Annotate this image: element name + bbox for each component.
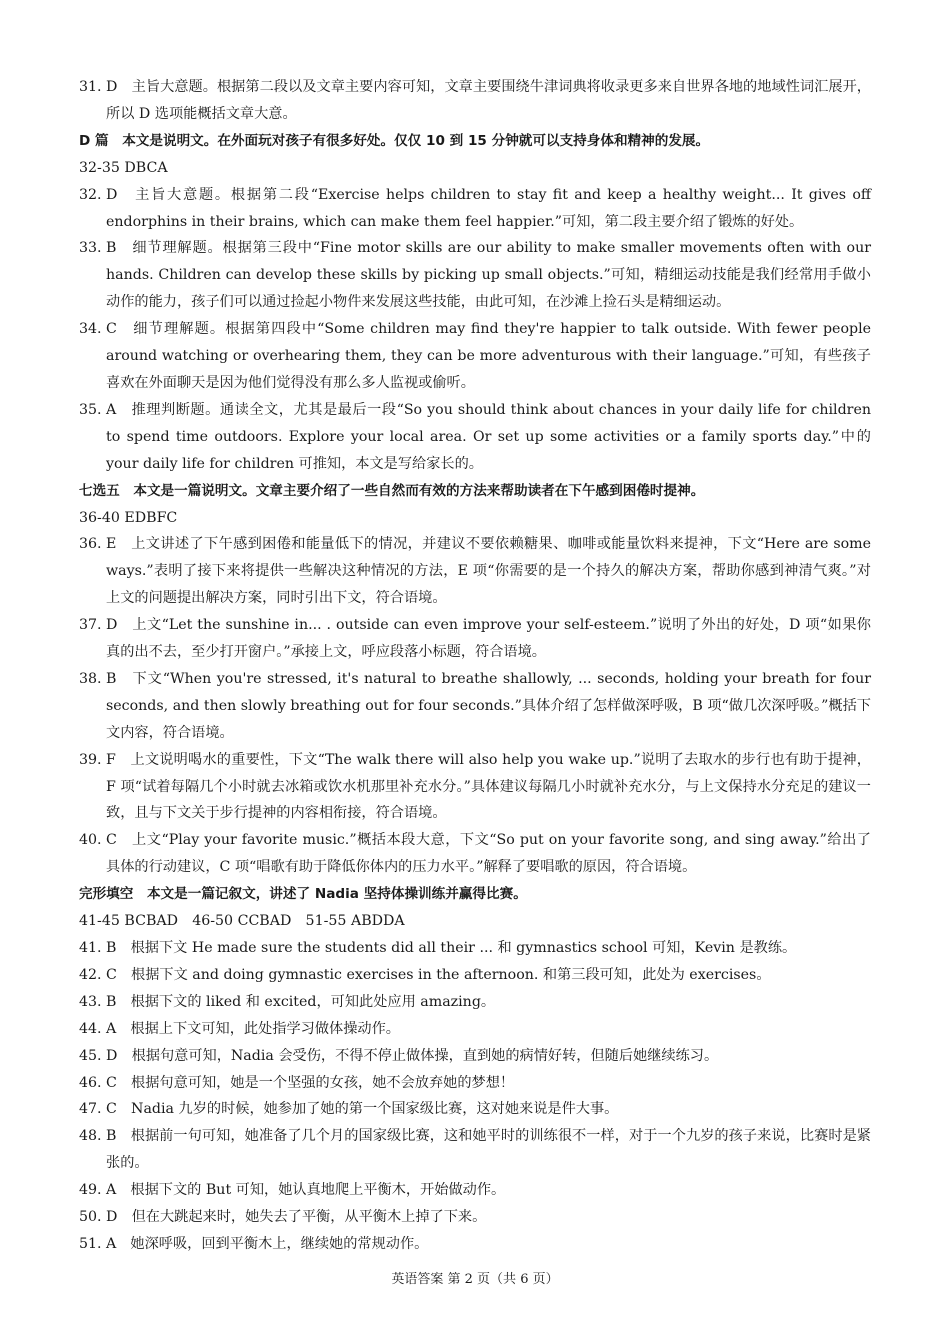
section-header: 完形填空 本文是一篇记叙文，讲述了 Nadia 坚持体操训练并赢得比赛。 <box>79 886 527 903</box>
question-number: 47. <box>79 1101 102 1118</box>
answer-explanation: D 但在大跳起来时，她失去了平衡，从平衡木上掉了下来。 <box>106 1209 487 1226</box>
answer-explanation: C 上文“Play your favorite music.”概括本段大意，下文“So put on your favorite song, and sing away.”给出了具体的行动建议，C 项“唱歌有助于降低你体内的压力水平。”解释了要唱歌的原因，符合语境。 <box>106 832 871 876</box>
answer-item <box>79 316 871 397</box>
answer-explanation: D 上文“Let the sunshine in... . outside can even improve your self-esteem.”说明了外出的好处，D 项“如果你真的出不去，至少打开窗户。”承接上文，呼应段落小标题，符合语境。 <box>106 617 871 661</box>
answer-item <box>79 74 871 128</box>
question-number: 45. <box>79 1047 102 1064</box>
answer-explanation: C 根据下文 and doing gymnastic exercises in the afternoon. 和第三段可知，此处为 exercises。 <box>106 966 771 983</box>
answer-item <box>79 1096 871 1123</box>
section-header: 七选五 本文是一篇说明文。文章主要介绍了一些自然而有效的方法来帮助读者在下午感到困倦时提神。 <box>79 482 705 499</box>
question-number: 35. <box>79 401 102 418</box>
answer-content <box>79 74 871 1258</box>
answer-item <box>79 612 871 666</box>
answer-explanation: D 根据句意可知，Nadia 会受伤，不得不停止做体操，直到她的病情好转，但随后她继续练习。 <box>106 1047 719 1064</box>
question-number: 37. <box>79 617 102 634</box>
answer-item <box>79 397 871 478</box>
page-footer: 英语答案 第 2 页（共 6 页） <box>391 1272 559 1287</box>
question-number: 42. <box>79 966 102 983</box>
question-number: 48. <box>79 1128 102 1145</box>
answer-explanation: A 推理判断题。通读全文，尤其是最后一段“So you should think about chances in your daily life for children to spend time outdoors. Explore your local area. Or set up some activities or a family sports day.”中的 your daily life for children 可推知，本文是写给家长的。 <box>106 401 871 472</box>
answer-explanation: A 根据下文的 But 可知，她认真地爬上平衡木，开始做动作。 <box>106 1182 506 1199</box>
section-header: D 篇 本文是说明文。在外面玩对孩子有很多好处。仅仅 10 到 15 分钟就可以支持身体和精神的发展。 <box>79 132 710 149</box>
answer-explanation: E 上文讲述了下午感到困倦和能量低下的情况，并建议不要依赖糖果、咖啡或能量饮料来提神，下文“Here are some ways.”表明了接下来将提供一些解决这种情况的方法，E 项“你需要的是一个持久的解决方案，帮助你感到神清气爽。”对上文的问题提出解决方案，同时引出下文，符合语境。 <box>106 536 871 607</box>
answer-item <box>79 989 871 1016</box>
answer-explanation: B 根据前一句可知，她准备了几个月的国家级比赛，这和她平时的训练很不一样，对于一个九岁的孩子来说，比赛时是紧张的。 <box>106 1128 871 1172</box>
question-number: 46. <box>79 1074 102 1091</box>
answer-item <box>79 827 871 881</box>
question-number: 32. <box>79 186 102 203</box>
answer-item <box>79 531 871 612</box>
answer-item <box>79 235 871 316</box>
question-number: 50. <box>79 1209 102 1226</box>
question-number: 34. <box>79 321 102 338</box>
answer-explanation: D 主旨大意题。根据第二段以及文章主要内容可知，文章主要围绕牛津词典将收录更多来自世界各地的地域性词汇展开，所以 D 选项能概括文章大意。 <box>106 79 871 122</box>
answer-item <box>79 1043 871 1070</box>
answer-item <box>79 935 871 962</box>
answer-item <box>79 747 871 828</box>
question-number: 38. <box>79 670 102 687</box>
answer-item <box>79 1016 871 1043</box>
answer-key-line: 32-35 DBCA <box>79 159 168 176</box>
answer-item <box>79 666 871 747</box>
answer-item <box>79 1177 871 1204</box>
question-number: 36. <box>79 536 102 553</box>
answer-explanation: C 细节理解题。根据第四段中“Some children may find they're happier to talk outside. With fewer people around watching or overhearing them, they can be more adventurous with their language.”可知，有些孩子喜欢在外面聊天是因为他们觉得没有那么多人监视或偷听。 <box>106 321 871 391</box>
question-number: 40. <box>79 832 102 849</box>
question-number: 43. <box>79 993 102 1010</box>
question-number: 49. <box>79 1182 102 1199</box>
answer-item <box>79 1231 871 1258</box>
answer-key-line: 36-40 EDBFC <box>79 509 178 526</box>
answer-explanation: B 细节理解题。根据第三段中“Fine motor skills are our ability to make smaller movements often with our hands. Children can develop these skills by picking up small objects.”可知，精细运动技能是我们经常用手做小动作的能力，孩子们可以通过捡起小物件来发展这些技能，由此可知，在沙滩上捡石头是精细运动。 <box>106 240 871 311</box>
question-number: 39. <box>79 751 102 768</box>
answer-explanation: A 她深呼吸，回到平衡木上，继续她的常规动作。 <box>106 1235 429 1252</box>
answer-explanation: B 根据下文的 liked 和 excited，可知此处应用 amazing。 <box>106 993 496 1010</box>
answer-explanation: C Nadia 九岁的时候，她参加了她的第一个国家级比赛，这对她来说是件大事。 <box>106 1101 619 1118</box>
question-number: 41. <box>79 940 102 956</box>
answer-explanation: C 根据句意可知，她是一个坚强的女孩，她不会放弃她的梦想！ <box>106 1074 515 1091</box>
answer-key-line: 41-45 BCBAD 46-50 CCBAD 51-55 ABDDA <box>79 913 405 930</box>
question-number: 44. <box>79 1020 102 1037</box>
answer-explanation: F 上文说明喝水的重要性，下文“The walk there will also help you wake up.”说明了去取水的步行也有助于提神，F 项“试着每隔几个小时就去冰箱或饮水机那里补充水分。”具体建议每隔几小时就补充水分，与上文保持水分充足的建议一致，且与下文关于步行提神的内容相衔接，符合语境。 <box>106 751 871 822</box>
answer-explanation: D 主旨大意题。根据第二段“Exercise helps children to stay fit and keep a healthy weight... It gives off endorphins in their brains, which can make them feel happier.”可知，第二段主要介绍了锻炼的好处。 <box>106 186 871 230</box>
answer-item <box>79 1070 871 1097</box>
answer-explanation: B 下文“When you're stressed, it's natural to breathe shallowly, ... seconds, holding your breath for four seconds, and then slowly breathing out for four seconds.”具体介绍了怎样做深呼吸，B 项“做几次深呼吸。”概括下文内容，符合语境。 <box>106 670 871 741</box>
answer-item <box>79 1204 871 1231</box>
question-number: 51. <box>79 1235 102 1252</box>
answer-item <box>79 182 871 236</box>
question-number: 33. <box>79 240 102 257</box>
answer-item <box>79 962 871 989</box>
answer-explanation: A 根据上下文可知，此处指学习做体操动作。 <box>106 1020 400 1037</box>
answer-item <box>79 1123 871 1177</box>
answer-explanation: B 根据下文 He made sure the students did all their ... 和 gymnastics school 可知，Kevin 是教练。 <box>106 940 797 956</box>
question-number: 31. <box>79 79 102 95</box>
